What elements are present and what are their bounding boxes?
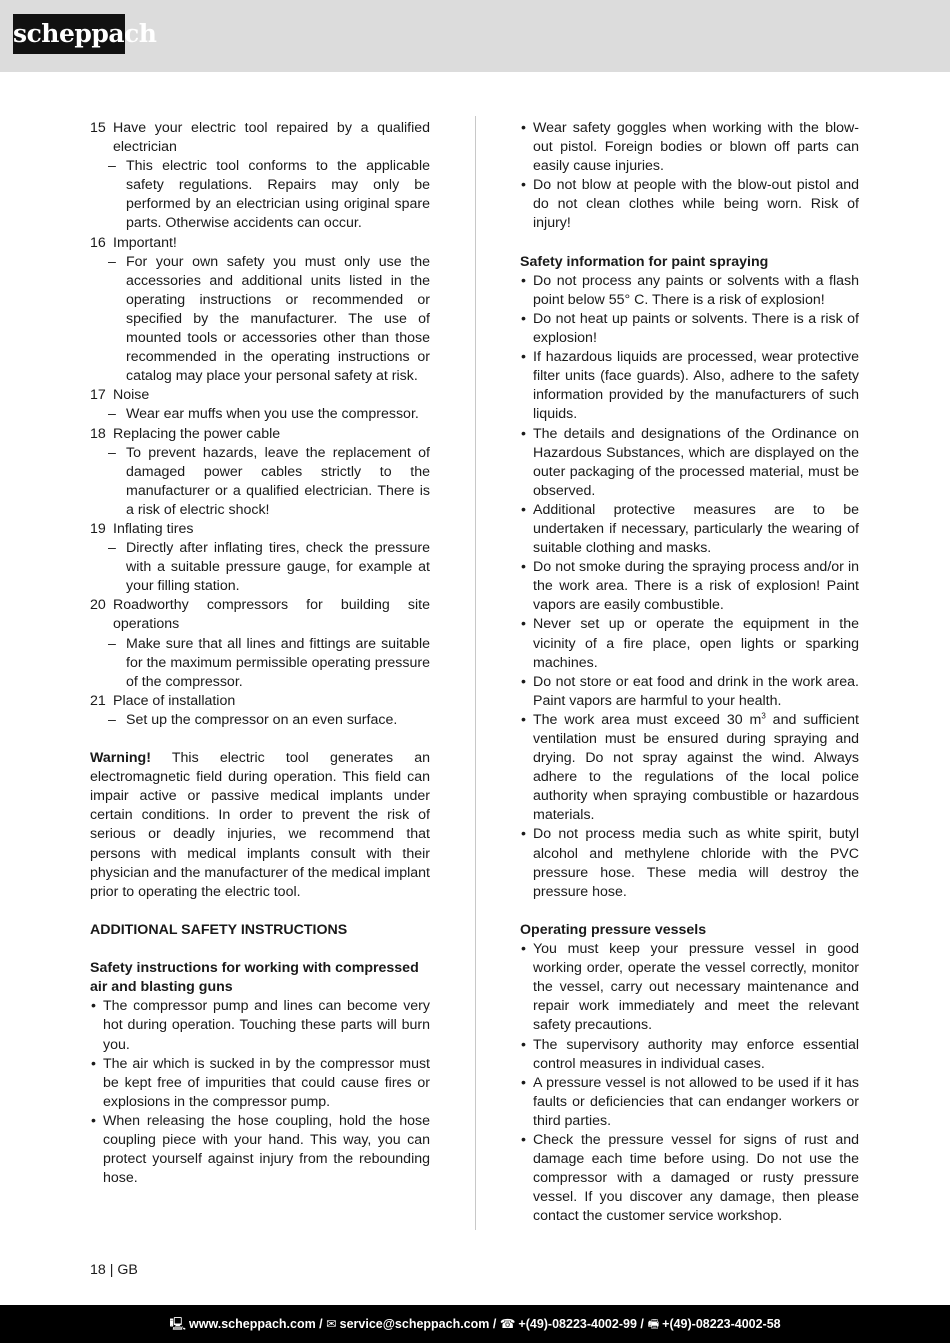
list-item (520, 501, 859, 558)
item-number: 15 (90, 120, 106, 136)
bullet-icon: • (521, 425, 526, 442)
fax-icon: 🖷︎ (647, 1317, 660, 1331)
list-item-text: Do not process media such as white spirit, butyl alcohol and methylene chloride with the PVC pressure hose. These media will destroy the pressure hose. (533, 826, 859, 900)
list-item-text: Do not heat up paints or solvents. There is a risk of explosion! (533, 310, 859, 347)
area-superscript: 3 (761, 711, 766, 721)
sub-item-text: To prevent hazards, leave the replacement of damaged power cables strictly to the manufacturer or a qualified electrician. There is a risk of electric shock! (126, 444, 430, 518)
list-item-text: Never set up or operate the equipment in the vicinity of a fire place, open lights or sparking machines. (533, 616, 859, 671)
list-item (520, 425, 859, 501)
warning-label: Warning! (90, 750, 151, 767)
pressure-vessels-title: Operating pressure vessels (520, 921, 707, 938)
dash-icon: – (108, 540, 116, 557)
bullet-icon: • (91, 1055, 96, 1072)
dash-icon: – (108, 635, 116, 652)
pressure-vessels-list (520, 940, 859, 1226)
list-item-text: The air which is sucked in by the compressor must be kept free of impurities that could cause fires or explosions in the compressor pump. (103, 1055, 430, 1110)
phone-icon: ☎︎ (499, 1317, 516, 1331)
item-title: Roadworthy compressors for building site operations (113, 597, 430, 633)
sub-item-text: Make sure that all lines and fittings are suitable for the maximum permissible operating pressure of the compressor. (126, 635, 430, 690)
bullet-icon: • (521, 349, 526, 366)
item-number: 20 (90, 597, 106, 614)
numbered-item (90, 234, 430, 253)
bullet-icon: • (521, 559, 526, 576)
warning-text: This electric tool generates an electromagnetic field during operation. This field can impair active or passive medical implants under certain conditions. In order to prevent the risk of serious or deadly injuries, we recommend that persons with medical implants consult with their physician and the manufacturer of the medical implant prior to operating the electric tool. (90, 750, 430, 900)
page-number: 18 | GB (90, 1262, 138, 1278)
dash-icon: – (108, 711, 116, 728)
item-title: Inflating tires (113, 520, 194, 537)
list-item-text: Do not smoke during the spraying process and/or in the work area. There is a risk of explosion! Paint vapors are easily combustible. (533, 559, 859, 614)
list-item (520, 825, 859, 901)
sub-item (90, 444, 430, 520)
bullet-icon: • (521, 310, 526, 327)
page-footer (0, 1305, 950, 1343)
numbered-item (90, 386, 430, 405)
sub-item (90, 253, 430, 387)
sub-item-text: For your own safety you must only use the accessories and additional units listed in the operating instructions or recommended or specified by the manufacturer. The use of mounted tools or accessories other than those recommended in the operating instructions or catalog may place your personal safety at risk. (126, 253, 430, 385)
section-title: ADDITIONAL SAFETY INSTRUCTIONS (90, 921, 348, 938)
dash-icon: – (108, 406, 116, 423)
bullet-icon: • (521, 616, 526, 633)
bullet-icon: • (91, 1112, 96, 1129)
list-item (520, 711, 859, 826)
bullet-icon: • (521, 501, 526, 518)
item-number: 17 (90, 387, 106, 404)
item-number: 16 (90, 234, 106, 251)
bullet-icon: • (521, 1074, 526, 1091)
list-item-text: Do not store or eat food and drink in the work area. Paint vapors are harmful to your health. (533, 673, 859, 709)
list-item-text: When releasing the hose coupling, hold the hose coupling piece with your hand. This way, you can protect yourself against injury from the rebounding hose. (103, 1112, 430, 1187)
list-item-text: Do not process any paints or solvents with a flash point below 55° C. There is a risk of explosion! (533, 272, 859, 308)
list-item (520, 272, 859, 310)
area-text-after: and sufficient ventilation must be ensured during spraying and drying. Do not spray against the wind. Always adhere to the regulations of the local police authority when spraying combustible or hazardous materials. (533, 711, 859, 824)
list-item (520, 1131, 859, 1226)
sub-item-text: This electric tool conforms to the applicable safety regulations. Repairs may only be performed by an electrician using original spare parts. Otherwise accidents can occur. (126, 158, 430, 232)
list-item-text: Additional protective measures are to be undertaken if necessary, particularly the wearing of suitable clothing and masks. (533, 501, 859, 557)
column-divider (475, 116, 476, 1230)
sub-item (90, 635, 430, 692)
list-item (90, 997, 430, 1054)
list-item (520, 1074, 859, 1131)
left-column (90, 119, 430, 1188)
sub-item (90, 405, 430, 424)
list-item (90, 1112, 430, 1188)
sub-item-text: Set up the compressor on an even surface. (126, 711, 398, 728)
footer-email-link[interactable]: service@scheppach.com / (339, 1317, 497, 1331)
warning-paragraph (90, 749, 430, 902)
dash-icon: – (108, 158, 116, 175)
list-item-text: Wear safety goggles when working with the blow-out pistol. Foreign bodies or blown off parts can easily cause injuries. (533, 120, 859, 175)
list-item-text: If hazardous liquids are processed, wear protective filter units (face guards). Also, adhere to the safety information provided by the manufacturers of such liquids. (533, 349, 859, 423)
item-number: 19 (90, 520, 106, 537)
bullet-icon: • (521, 826, 526, 843)
area-text-before: The work area must exceed 30 m (533, 711, 762, 728)
footer-website-link[interactable]: www.scheppach.com / (189, 1317, 323, 1331)
list-item (520, 1036, 859, 1074)
list-item-text: The details and designations of the Ordinance on Hazardous Substances, which are displayed on the outer packaging of the processed material, must be observed. (533, 425, 859, 499)
item-number: 21 (90, 692, 106, 709)
numbered-item (90, 596, 430, 634)
computer-icon: 🖳︎ (169, 1317, 187, 1331)
list-item (520, 119, 859, 176)
sub-item (90, 711, 430, 730)
list-item-text: A pressure vessel is not allowed to be used if it has faults or deficiencies that can endanger workers or third parties. (533, 1074, 859, 1129)
compressed-air-list (90, 997, 430, 1188)
numbered-item (90, 425, 430, 444)
item-title: Important! (113, 234, 177, 251)
paint-spraying-list (520, 272, 859, 711)
footer-fax: +(49)-08223-4002-58 (662, 1317, 781, 1331)
item-title: Have your electric tool repaired by a qualified electrician (113, 120, 430, 156)
item-title: Replacing the power cable (113, 425, 281, 442)
list-item-text: You must keep your pressure vessel in good working order, operate the vessel correctly, monitor the vessel, carry out necessary maintenance and repair work immediately and meet the relevant safety precautions. (533, 941, 859, 1034)
brand-logo: scheppach (13, 14, 125, 54)
sub-item-text: Directly after inflating tires, check the pressure with a suitable pressure gauge, for example at your filling station. (126, 540, 430, 595)
blowout-list (520, 119, 859, 234)
item-title: Noise (113, 387, 150, 404)
sub-item (90, 157, 430, 233)
list-item (520, 310, 859, 348)
bullet-icon: • (521, 673, 526, 690)
bullet-icon: • (521, 711, 526, 728)
dash-icon: – (108, 444, 116, 461)
list-item (520, 558, 859, 615)
sub-item-text: Wear ear muffs when you use the compressor. (126, 406, 419, 423)
list-item (520, 176, 859, 233)
sub-item (90, 539, 430, 596)
item-number: 18 (90, 425, 106, 442)
page-header (0, 0, 950, 72)
list-item (520, 673, 859, 711)
bullet-icon: • (91, 998, 96, 1015)
subsection-title: Safety instructions for working with compressed air and blasting guns (90, 960, 419, 996)
bullet-icon: • (521, 272, 526, 289)
numbered-instructions (90, 119, 430, 730)
list-item-text: Do not blow at people with the blow-out pistol and do not clean clothes while being worn. Risk of injury! (533, 177, 859, 232)
list-item-text: Check the pressure vessel for signs of rust and damage each time before using. Do not use the compressor with a damaged or rusty pressure vessel. If you discover any damage, then please contact the customer service workshop. (533, 1131, 859, 1225)
list-item (520, 348, 859, 424)
bullet-icon: • (521, 120, 526, 136)
dash-icon: – (108, 253, 116, 270)
bullet-icon: • (521, 1131, 526, 1148)
item-title: Place of installation (113, 692, 236, 709)
bullet-icon: • (521, 941, 526, 958)
list-item-text: The supervisory authority may enforce essential control measures in individual cases. (533, 1036, 859, 1072)
list-item (90, 1055, 430, 1112)
list-item (520, 615, 859, 672)
bullet-icon: • (521, 177, 526, 194)
bullet-icon: • (521, 1036, 526, 1053)
envelope-icon: ✉︎ (326, 1317, 337, 1331)
numbered-item (90, 692, 430, 711)
list-item (520, 940, 859, 1035)
right-column (520, 119, 859, 1226)
list-item-text: The compressor pump and lines can become very hot during operation. Touching these parts will burn you. (103, 998, 430, 1053)
footer-phone: +(49)-08223-4002-99 / (518, 1317, 644, 1331)
numbered-item (90, 520, 430, 539)
numbered-item (90, 119, 430, 157)
paint-spraying-title: Safety information for paint spraying (520, 253, 769, 270)
